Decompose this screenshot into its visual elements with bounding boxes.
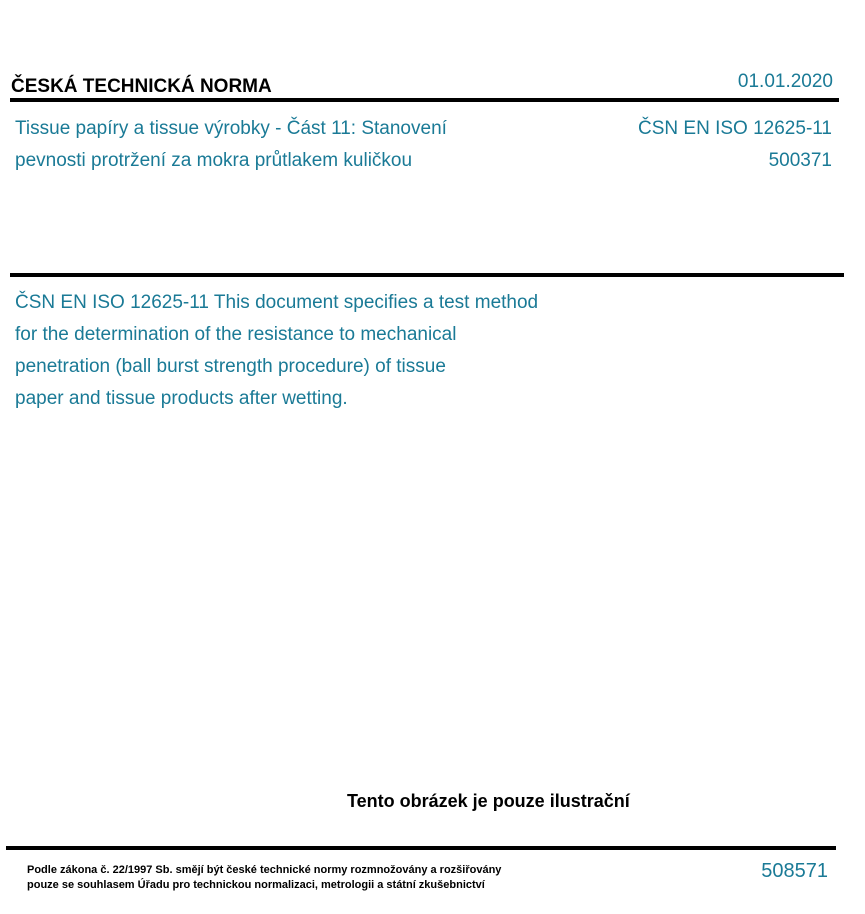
standard-identifier [638, 113, 832, 177]
legal-notice [27, 863, 501, 893]
legal-notice-line: Podle zákona č. 22/1997 Sb. smějí být české technické normy rozmnožovány a rozšiřovány [27, 864, 502, 876]
footer-divider [6, 846, 836, 850]
classification-number: 500371 [768, 150, 832, 171]
section-divider [10, 273, 844, 277]
standard-description [15, 287, 635, 415]
standard-code: ČSN EN ISO 12625-11 [638, 118, 832, 139]
description-line: for the determination of the resistance to mechanical [15, 324, 457, 345]
legal-notice-line: pouze se souhlasem Úřadu pro technickou normalizaci, metrologii a státní zkušebnictví [27, 879, 485, 891]
illustration-note: Tento obrázek je pouze ilustrační [347, 791, 630, 811]
standard-title-line: pevnosti protržení za mokra průtlakem kuličkou [15, 150, 413, 171]
description-line: paper and tissue products after wetting. [15, 388, 348, 409]
publication-date: 01.01.2020 [737, 71, 833, 92]
description-line: ČSN EN ISO 12625-11 This document specifies a test method [15, 292, 539, 313]
document-header-title: ČESKÁ TECHNICKÁ NORMA [11, 76, 272, 97]
header-divider [10, 98, 839, 102]
document-number: 508571 [761, 860, 828, 882]
standard-title [15, 113, 575, 177]
description-line: penetration (ball burst strength procedure) of tissue [15, 356, 446, 377]
standard-title-line: Tissue papíry a tissue výrobky - Část 11: Stanovení [15, 118, 447, 139]
